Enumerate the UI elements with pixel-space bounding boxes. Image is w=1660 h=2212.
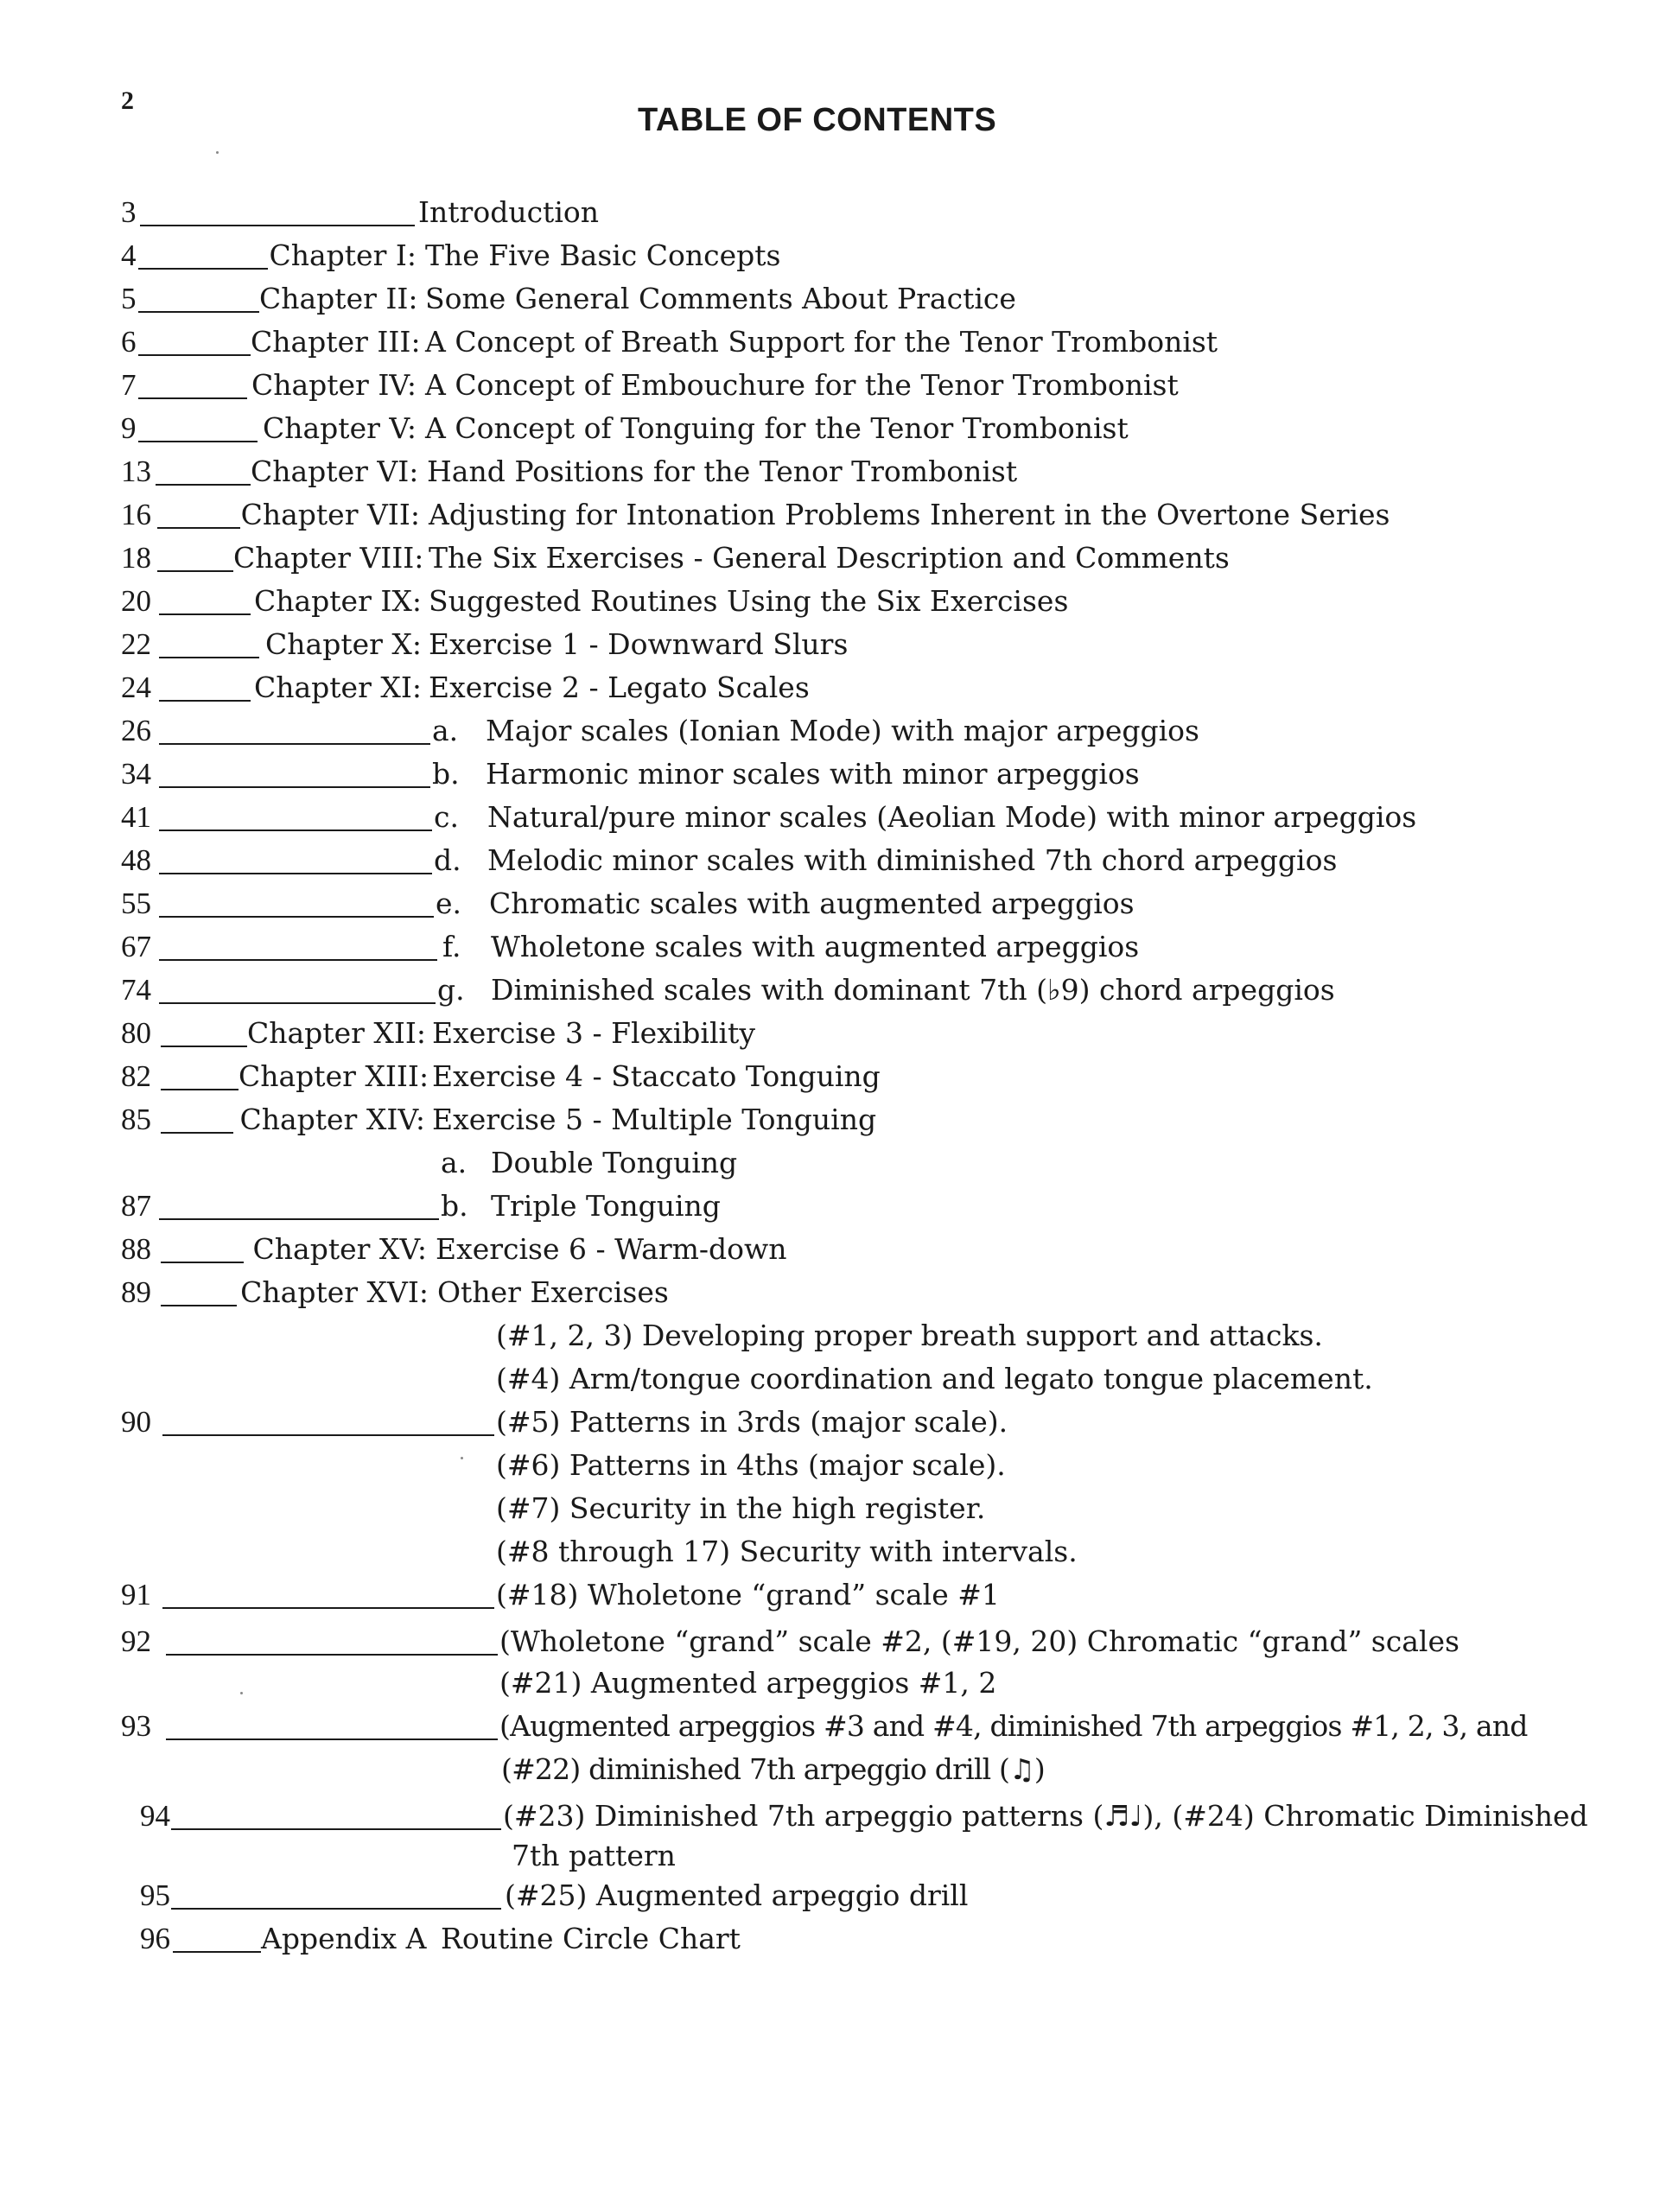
leader-line [159, 916, 434, 918]
chapter-label: Chapter XIV: [239, 1103, 425, 1136]
chapter-label: Chapter VI: [251, 454, 419, 488]
chapter-label: Chapter VIII: [233, 541, 424, 575]
entry-title: Harmonic minor scales with minor arpeggios [486, 757, 1140, 791]
entry-title: (#23) Diminished 7th arpeggio patterns (♬♩), (#24) Chromatic Diminished [503, 1799, 1588, 1833]
leader-line [162, 1607, 494, 1609]
chapter-label: Chapter XVI: [240, 1275, 429, 1309]
chapter-label: Chapter XV: [252, 1232, 427, 1266]
entry-title: Exercise 6 - Warm-down [436, 1232, 787, 1266]
page-ref: 91 [121, 1578, 151, 1611]
entry-title: Major scales (Ionian Mode) with major arpeggios [486, 714, 1199, 747]
leader-line [166, 1654, 498, 1656]
entry-title: (#5) Patterns in 3rds (major scale). [496, 1405, 1008, 1439]
entry-title: Diminished scales with dominant 7th (♭9) chord arpeggios [491, 973, 1335, 1007]
page-ref: 13 [121, 454, 151, 488]
page-ref: 74 [121, 973, 151, 1007]
leader-line [138, 354, 251, 356]
page-title: TABLE OF CONTENTS [638, 102, 997, 138]
sub-marker: e. [436, 887, 462, 920]
scan-speck [461, 1457, 463, 1459]
leader-line [159, 1002, 436, 1004]
leader-line [140, 225, 415, 226]
scan-speck [216, 151, 219, 154]
page-ref: 4 [121, 238, 137, 272]
leader-line [138, 311, 259, 313]
entry-title: Exercise 1 - Downward Slurs [429, 627, 849, 661]
page-ref: 48 [121, 843, 151, 877]
sub-marker: a. [432, 714, 459, 747]
page-number: 2 [121, 86, 134, 115]
page-ref: 82 [121, 1059, 151, 1093]
leader-line [161, 1132, 233, 1134]
page-ref: 92 [121, 1624, 151, 1658]
entry-title: Chromatic scales with augmented arpeggios [489, 887, 1135, 920]
leader-line [159, 830, 432, 831]
leader-line [161, 1046, 247, 1047]
entry-title: 7th pattern [512, 1839, 676, 1872]
page-ref: 93 [121, 1709, 151, 1743]
leader-line [156, 484, 251, 486]
page-ref: 22 [121, 627, 151, 661]
entry-title: Exercise 3 - Flexibility [432, 1016, 755, 1050]
leader-line [138, 268, 268, 270]
scan-speck [240, 1692, 243, 1694]
chapter-label: Chapter X: [265, 627, 422, 661]
chapter-label: Chapter I: [269, 238, 417, 272]
page-ref: 26 [121, 714, 151, 747]
leader-line [159, 1218, 439, 1220]
page-ref: 9 [121, 411, 137, 445]
entry-title: (Augmented arpeggios #3 and #4, diminished 7th arpeggios #1, 2, 3, and [499, 1709, 1528, 1743]
leader-line [138, 397, 247, 399]
page-ref: 16 [121, 498, 151, 531]
page-ref: 89 [121, 1275, 151, 1309]
leader-line [159, 873, 432, 874]
entry-title: The Six Exercises - General Description and Comments [429, 541, 1230, 575]
leader-line [159, 613, 251, 615]
page-ref: 6 [121, 325, 137, 359]
entry-title: (#18) Wholetone “grand” scale #1 [496, 1578, 1000, 1611]
appendix-label: Appendix A [261, 1922, 427, 1955]
entry-title: Other Exercises [437, 1275, 669, 1309]
entry-title: Suggested Routines Using the Six Exercises [429, 584, 1069, 618]
entry-title: Wholetone scales with augmented arpeggios [491, 930, 1140, 963]
chapter-label: Chapter III: [251, 325, 421, 359]
entry-title: (#25) Augmented arpeggio drill [505, 1878, 969, 1912]
leader-line [173, 1951, 261, 1953]
leader-line [162, 1434, 494, 1436]
leader-line [161, 1305, 237, 1306]
page-ref: 85 [121, 1103, 151, 1136]
chapter-label: Chapter XIII: [239, 1059, 429, 1093]
entry-title: Some General Comments About Practice [425, 282, 1016, 315]
page-ref: 94 [140, 1799, 170, 1833]
page-ref: 90 [121, 1405, 151, 1439]
page-ref: 95 [140, 1878, 170, 1912]
sub-marker: a. [441, 1146, 467, 1179]
entry-title: Natural/pure minor scales (Aeolian Mode) with minor arpeggios [487, 800, 1417, 834]
chapter-label: Chapter IX: [253, 584, 422, 618]
page-ref: 24 [121, 671, 151, 704]
entry-title: Exercise 5 - Multiple Tonguing [432, 1103, 877, 1136]
sub-marker: f. [442, 930, 461, 963]
leader-line [171, 1828, 501, 1830]
chapter-label: Chapter VII: [240, 498, 420, 531]
entry-title: (#4) Arm/tongue coordination and legato tongue placement. [496, 1362, 1373, 1395]
sub-marker: b. [432, 757, 460, 791]
leader-line [138, 441, 258, 442]
leader-line [159, 959, 437, 961]
page-ref: 96 [140, 1922, 170, 1955]
entry-title: The Five Basic Concepts [425, 238, 781, 272]
page-ref: 34 [121, 757, 151, 791]
entry-title: (#8 through 17) Security with intervals. [496, 1535, 1078, 1568]
leader-line [157, 570, 233, 572]
entry-title: Triple Tonguing [491, 1189, 721, 1223]
page-ref: 67 [121, 930, 151, 963]
page-ref: 20 [121, 584, 151, 618]
sub-marker: c. [434, 800, 459, 834]
leader-line [161, 1089, 239, 1090]
page-ref: 80 [121, 1016, 151, 1050]
leader-line [159, 743, 430, 745]
entry-title: Adjusting for Intonation Problems Inherent in the Overtone Series [429, 498, 1390, 531]
sub-marker: g. [437, 973, 465, 1007]
leader-line [157, 527, 240, 529]
chapter-label: Chapter XI: [253, 671, 422, 704]
chapter-label: Chapter XII: [247, 1016, 427, 1050]
leader-line [159, 657, 259, 658]
entry-title: (Wholetone “grand” scale #2, (#19, 20) Chromatic “grand” scales [499, 1624, 1460, 1658]
entry-title: A Concept of Breath Support for the Tenor Trombonist [425, 325, 1218, 359]
entry-title: (#22) diminished 7th arpeggio drill (♫) [501, 1752, 1045, 1786]
entry-title: A Concept of Embouchure for the Tenor Trombonist [425, 368, 1179, 402]
entry-title: A Concept of Tonguing for the Tenor Trombonist [425, 411, 1129, 445]
chapter-label: Chapter II: [259, 282, 418, 315]
leader-line [171, 1908, 501, 1910]
page-ref: 18 [121, 541, 151, 575]
entry-title: (#1, 2, 3) Developing proper breath support and attacks. [496, 1319, 1323, 1352]
entry-title: Introduction [418, 195, 599, 229]
page-ref: 88 [121, 1232, 151, 1266]
entry-title: Double Tonguing [491, 1146, 738, 1179]
entry-title: (#21) Augmented arpeggios #1, 2 [499, 1666, 997, 1700]
entry-title: Hand Positions for the Tenor Trombonist [427, 454, 1018, 488]
sub-marker: d. [434, 843, 461, 877]
entry-title: Exercise 4 - Staccato Tonguing [432, 1059, 881, 1093]
chapter-label: Chapter IV: [251, 368, 417, 402]
leader-line [159, 786, 430, 788]
page-ref: 7 [121, 368, 137, 402]
entry-title: (#7) Security in the high register. [496, 1491, 986, 1525]
sub-marker: b. [441, 1189, 468, 1223]
page-ref: 41 [121, 800, 151, 834]
chapter-label: Chapter V: [263, 411, 417, 445]
leader-line [166, 1738, 498, 1740]
page-ref: 55 [121, 887, 151, 920]
entry-title: (#6) Patterns in 4ths (major scale). [496, 1448, 1006, 1482]
entry-title: Melodic minor scales with diminished 7th chord arpeggios [487, 843, 1338, 877]
entry-title: Routine Circle Chart [441, 1922, 741, 1955]
leader-line [159, 700, 251, 702]
leader-line [161, 1262, 244, 1263]
page-ref: 3 [121, 195, 137, 229]
page-ref: 87 [121, 1189, 151, 1223]
page-ref: 5 [121, 282, 137, 315]
entry-title: Exercise 2 - Legato Scales [429, 671, 810, 704]
